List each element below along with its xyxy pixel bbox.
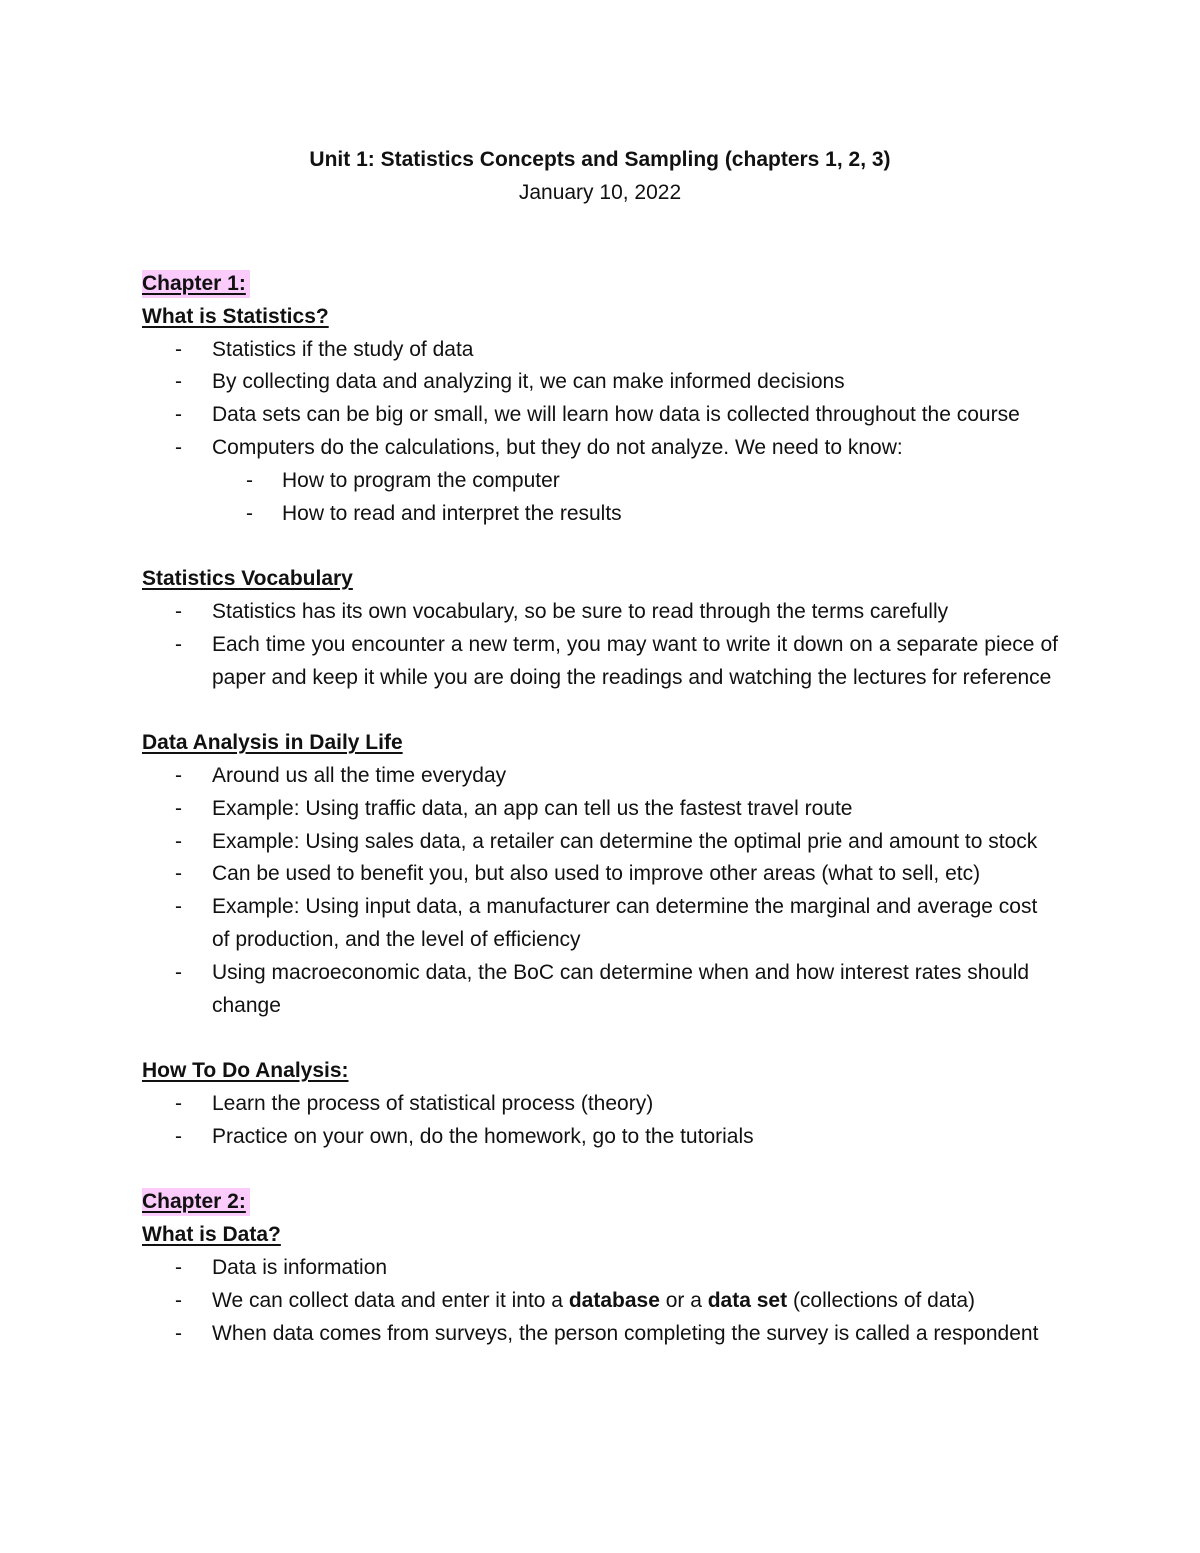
vocabulary-list	[142, 596, 1058, 694]
document-title: Unit 1: Statistics Concepts and Sampling (chapters 1, 2, 3)	[309, 148, 891, 171]
daily-life-heading: Data Analysis in Daily Life	[142, 731, 403, 755]
list-item: - Statistics has its own vocabulary, so be sure to read through the terms carefully	[142, 596, 1058, 629]
title-block	[0, 143, 1200, 209]
document-body	[142, 268, 1058, 1350]
list-item: - Example: Using traffic data, an app can tell us the fastest travel route	[142, 793, 1058, 826]
list-item: - When data comes from surveys, the person completing the survey is called a respondent	[142, 1318, 1058, 1351]
list-item: - Example: Using sales data, a retailer can determine the optimal prie and amount to stock	[142, 826, 1058, 859]
list-item: - Computers do the calculations, but they do not analyze. We need to know:	[142, 432, 1058, 465]
what-is-statistics-sublist	[142, 465, 1058, 531]
item-text: or a	[659, 1288, 708, 1312]
spacer	[142, 694, 1058, 727]
vocabulary-heading: Statistics Vocabulary	[142, 567, 353, 591]
list-item: - Using macroeconomic data, the BoC can determine when and how interest rates should change	[142, 957, 1058, 1023]
term-data-set: data set	[707, 1288, 788, 1312]
chapter-2-section	[142, 1186, 1058, 1350]
list-item: - Statistics if the study of data	[142, 334, 1058, 367]
item-text: We can collect data and enter it into a	[212, 1288, 569, 1312]
list-item: - Around us all the time everyday	[142, 760, 1058, 793]
daily-life-list	[142, 760, 1058, 1022]
list-item: - Data sets can be big or small, we will learn how data is collected throughout the course	[142, 399, 1058, 432]
chapter-2-label: Chapter 2:	[142, 1188, 250, 1216]
chapter-1-label: Chapter 1:	[142, 270, 250, 298]
list-item: - Each time you encounter a new term, you may want to write it down on a separate piece of paper and keep it while you are doing the readings and watching the lectures for reference	[142, 629, 1058, 695]
list-item	[142, 1285, 1058, 1318]
vocabulary-section	[142, 563, 1058, 694]
term-database: database	[568, 1288, 660, 1312]
spacer	[142, 1022, 1058, 1055]
spacer	[142, 530, 1058, 563]
how-to-section	[142, 1055, 1058, 1153]
what-is-data-list	[142, 1252, 1058, 1350]
sub-list-item: - How to read and interpret the results	[142, 498, 1058, 531]
what-is-statistics-heading: What is Statistics?	[142, 304, 329, 328]
list-item: - Learn the process of statistical process (theory)	[142, 1088, 1058, 1121]
daily-life-section	[142, 727, 1058, 1022]
how-to-heading: How To Do Analysis:	[142, 1059, 349, 1083]
item-text: (collections of data)	[787, 1288, 976, 1312]
what-is-data-heading: What is Data?	[142, 1223, 281, 1247]
how-to-list	[142, 1088, 1058, 1154]
list-item: - Can be used to benefit you, but also used to improve other areas (what to sell, etc)	[142, 858, 1058, 891]
document-date: January 10, 2022	[518, 181, 682, 204]
list-item: - Practice on your own, do the homework, go to the tutorials	[142, 1121, 1058, 1154]
list-item: - Data is information	[142, 1252, 1058, 1285]
chapter-1-section	[142, 268, 1058, 530]
spacer	[142, 1154, 1058, 1187]
list-item: - By collecting data and analyzing it, we can make informed decisions	[142, 366, 1058, 399]
what-is-statistics-list	[142, 334, 1058, 465]
list-item: - Example: Using input data, a manufacturer can determine the marginal and average cost of production, and the level of efficiency	[142, 891, 1058, 957]
sub-list-item: - How to program the computer	[142, 465, 1058, 498]
